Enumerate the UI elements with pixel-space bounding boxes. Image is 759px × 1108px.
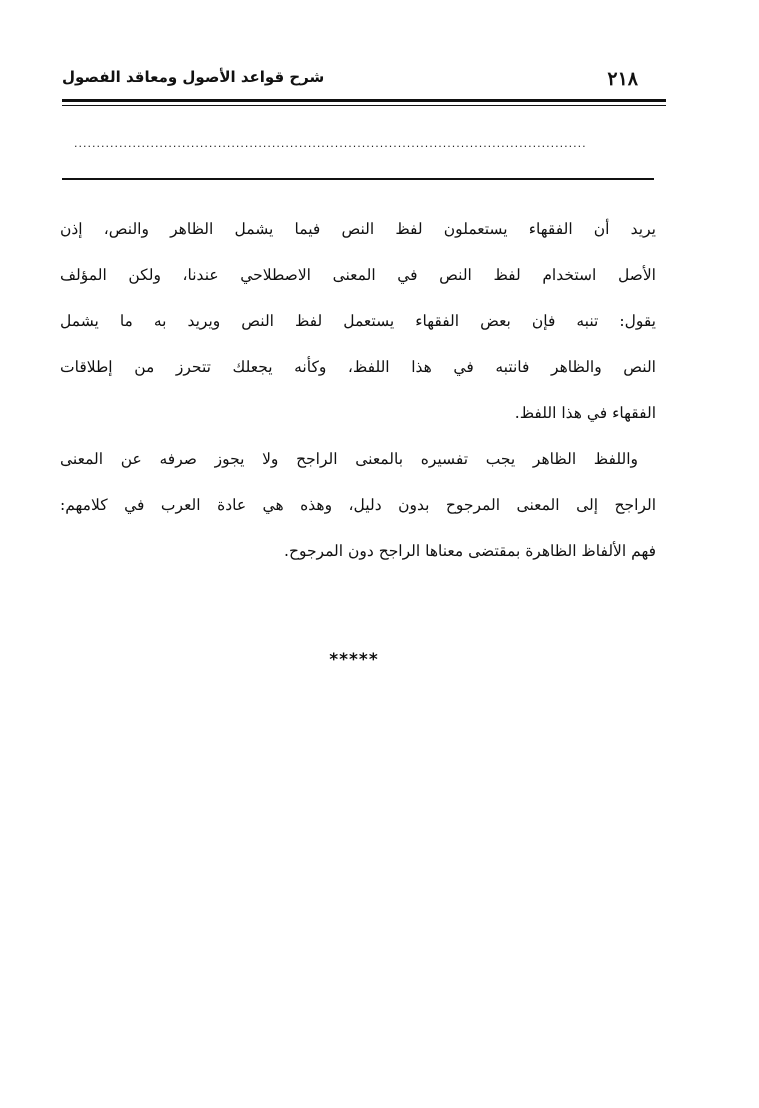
- dotted-separator: ..................................................................................................................: [74, 137, 587, 150]
- body-line: الراجح إلى المعنى المرجوح بدون دليل، وهذه هي عادة العرب في كلامهم:: [60, 496, 656, 514]
- body-text: [60, 206, 656, 574]
- page-header: [62, 66, 660, 96]
- body-line: الأصل استخدام لفظ النص في المعنى الاصطلاحي عندنا، ولكن المؤلف: [60, 266, 656, 284]
- body-line: واللفظ الظاهر يجب تفسيره بالمعنى الراجح ولا يجوز صرفه عن المعنى: [60, 450, 638, 468]
- body-line: يقول: تنبه فإن بعض الفقهاء يستعمل لفظ النص ويريد به ما يشمل: [60, 312, 656, 330]
- running-head: شرح قواعد الأصول ومعاقد الفصول: [62, 68, 325, 86]
- section-rule: [62, 178, 654, 180]
- page-number: ٢١٨: [607, 68, 638, 90]
- body-line: يريد أن الفقهاء يستعملون لفظ النص فيما يشمل الظاهر والنص، إذن: [60, 220, 656, 238]
- body-line: الفقهاء في هذا اللفظ.: [514, 404, 656, 422]
- end-marker: *****: [329, 650, 379, 670]
- header-rule-thin: [62, 105, 666, 106]
- body-line: فهم الألفاظ الظاهرة بمقتضى معناها الراجح دون المرجوح.: [284, 542, 656, 560]
- header-rule: [62, 99, 666, 104]
- body-line: النص والظاهر فانتبه في هذا اللفظ، وكأنه يجعلك تتحرز من إطلاقات: [60, 358, 656, 376]
